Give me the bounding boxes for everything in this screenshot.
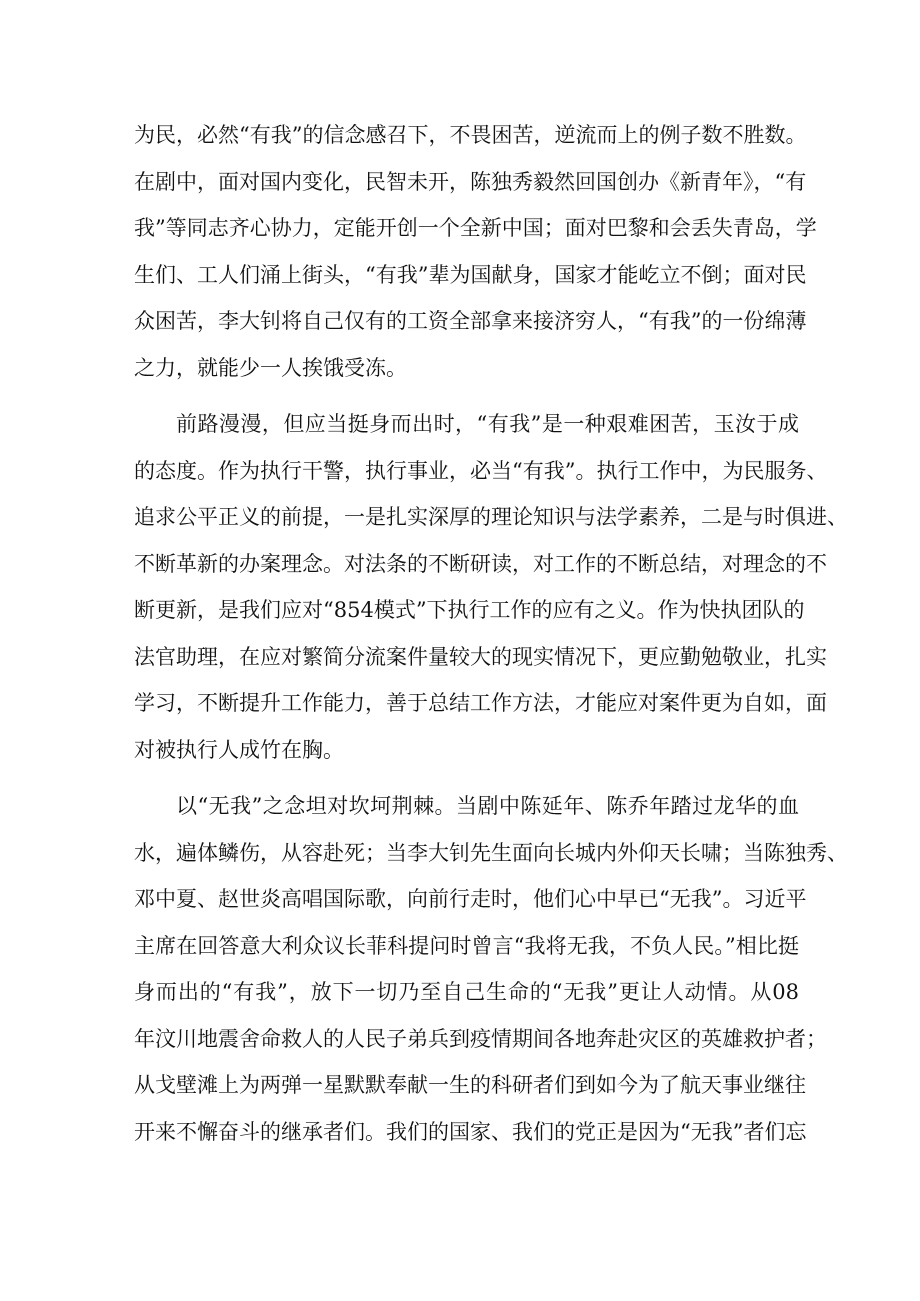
text-line: 身而出的“有我”，放下一切乃至自己生命的“无我”更让人动情。从08 bbox=[134, 980, 799, 1004]
text-line: 众困苦，李大钊将自己仅有的工资全部拿来接济穷人，“有我”的一份绵薄 bbox=[134, 309, 807, 333]
text-line: 从戈壁滩上为两弹一星默默奉献一生的科研者们到如今为了航天事业继往 bbox=[134, 1073, 806, 1097]
text-line: 学习，不断提升工作能力，善于总结工作方法，才能应对案件更为自如，面 bbox=[134, 691, 827, 715]
text-line: 法官助理，在应对繁简分流案件量较大的现实情况下，更应勤勉敬业，扎实 bbox=[134, 644, 827, 669]
text-line: 追求公平正义的前提，一是扎实深厚的理论知识与法学素养，二是与时俱进、 bbox=[134, 505, 848, 529]
text-line: 我”等同志齐心协力，定能开创一个全新中国；面对巴黎和会丢失青岛，学 bbox=[134, 216, 817, 240]
text-line: 开来不懈奋斗的继承者们。我们的国家、我们的党正是因为“无我”者们忘 bbox=[134, 1119, 807, 1144]
text-line: 之力，就能少一人挨饿受冻。 bbox=[134, 355, 407, 380]
text-line: 断更新，是我们应对“854模式”下执行工作的应有之义。作为快执团队的 bbox=[134, 598, 805, 622]
paragraph-1 bbox=[134, 112, 817, 391]
text-line: 生们、工人们涌上街头，“有我”辈为国献身，国家才能屹立不倒；面对民 bbox=[134, 262, 807, 287]
body-text bbox=[134, 112, 848, 1155]
paragraph-3 bbox=[134, 783, 848, 1155]
text-line: 不断革新的办案理念。对法条的不断研读，对工作的不断总结，对理念的不 bbox=[134, 551, 827, 576]
text-line: 的态度。作为执行干警，执行事业，必当“有我”。执行工作中，为民服务、 bbox=[134, 458, 828, 483]
paragraph-gap bbox=[134, 391, 799, 401]
text-line: 年汶川地震舍命救人的人民子弟兵到疫情期间各地奔赴灾区的英雄救护者； bbox=[134, 1026, 827, 1051]
text-line: 邓中夏、赵世炎高唱国际歌，向前行走时，他们心中早已“无我”。习近平 bbox=[134, 887, 807, 911]
text-line: 在剧中，面对国内变化，民智未开，陈独秀毅然回国创办《新青年》，“有 bbox=[134, 169, 807, 194]
text-line: 水，遍体鳞伤，从容赴死；当李大钊先生面向长城内外仰天长啸；当陈独秀、 bbox=[134, 840, 848, 865]
text-line: 以“无我”之念坦对坎坷荆棘。当剧中陈延年、陈乔年踏过龙华的血 bbox=[176, 794, 799, 818]
text-line: 为民，必然“有我”的信念感召下，不畏困苦，逆流而上的例子数不胜数。 bbox=[134, 123, 807, 147]
text-line: 对被执行人成竹在胸。 bbox=[134, 737, 344, 762]
paragraph-gap bbox=[134, 773, 799, 783]
text-line: 前路漫漫，但应当挺身而出时，“有我”是一种艰难困苦，玉汝于成 bbox=[176, 412, 799, 436]
paragraph-2 bbox=[134, 401, 848, 773]
text-line: 主席在回答意大利众议长菲科提问时曾言“我将无我，不负人民。”相比挺 bbox=[134, 933, 799, 958]
